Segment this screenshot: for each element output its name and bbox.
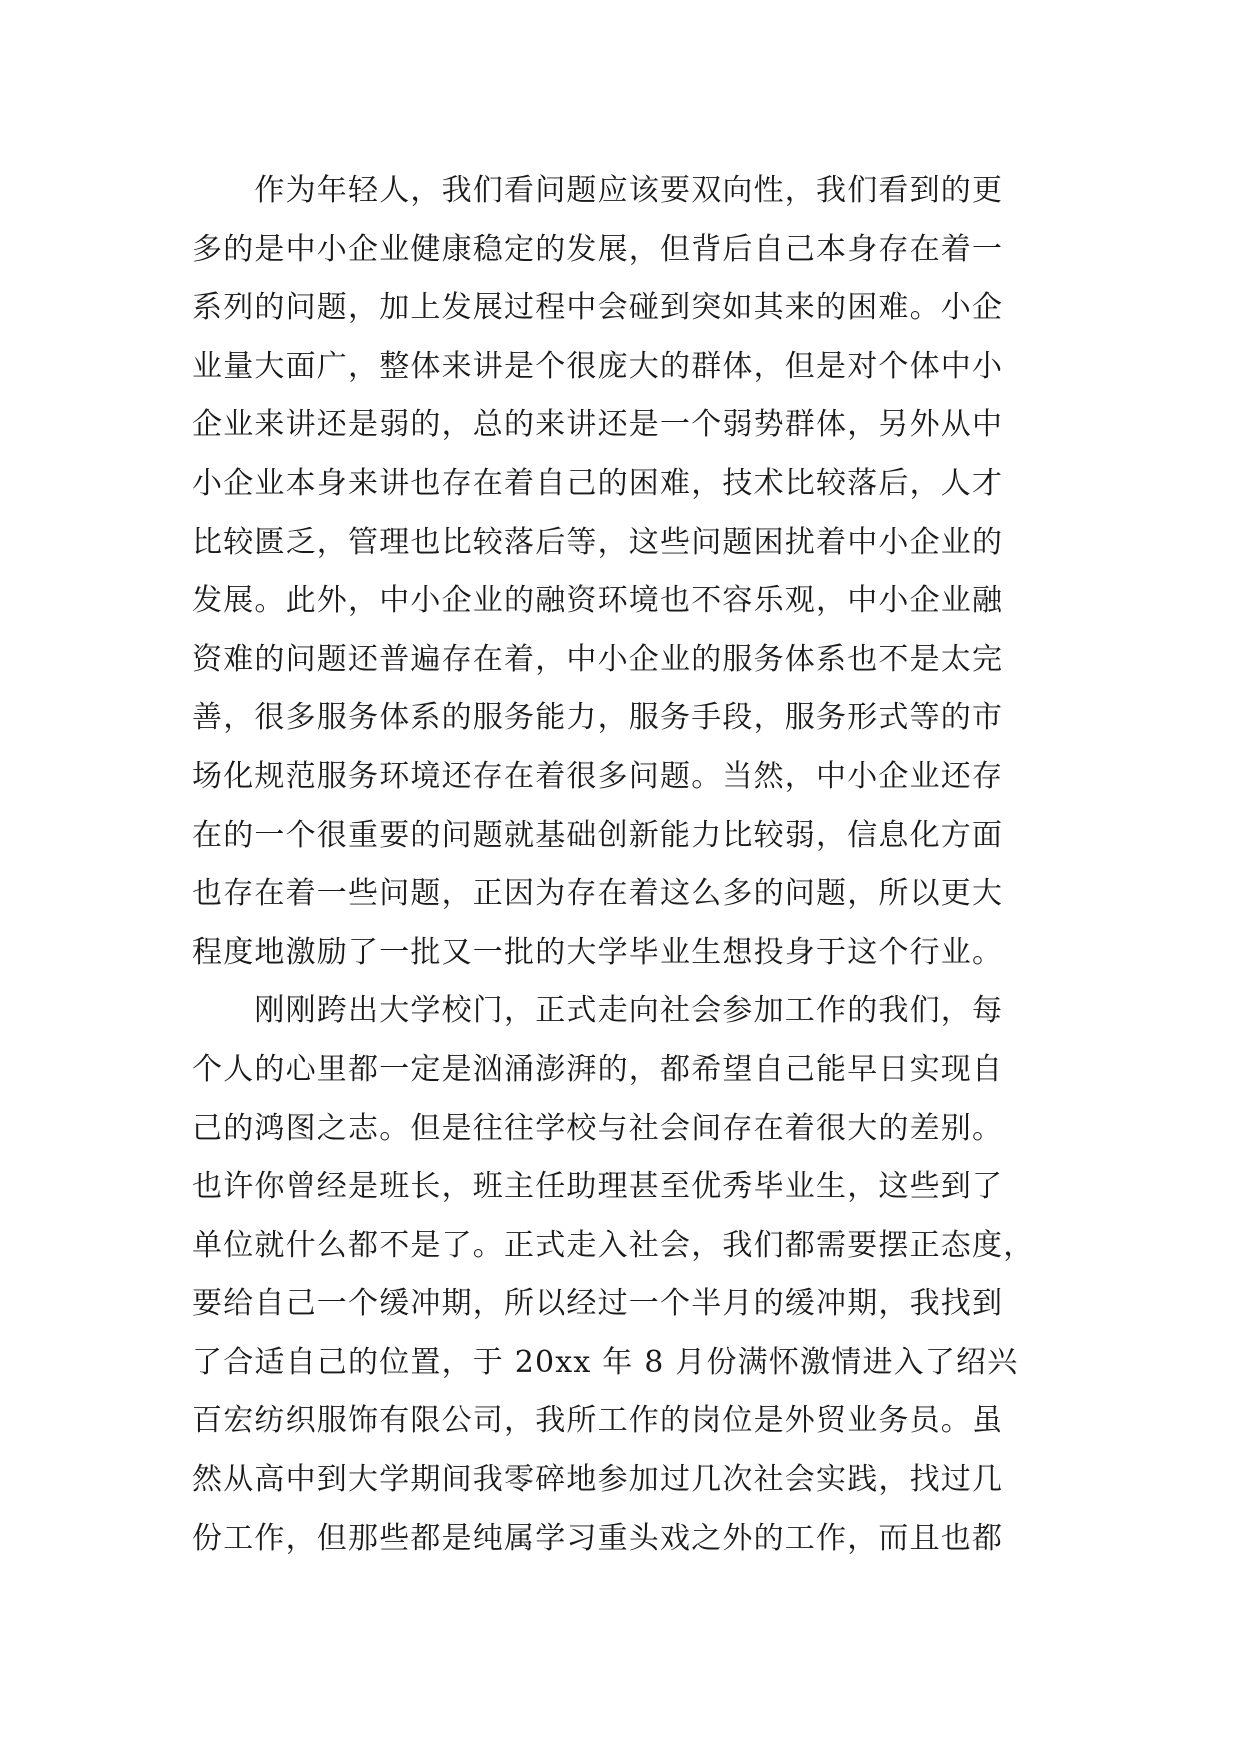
text-line: 程度地激励了一批又一批的大学毕业生想投身于这个行业。 xyxy=(192,934,1004,970)
text-line: 场化规范服务环境还存在着很多问题。当然，中小企业还存 xyxy=(192,758,1004,794)
text-line: 在的一个很重要的问题就基础创新能力比较弱，信息化方面 xyxy=(192,817,1004,853)
text-line: 业量大面广，整体来讲是个很庞大的群体，但是对个体中小 xyxy=(192,348,1004,384)
text-line: 份工作，但那些都是纯属学习重头戏之外的工作，而且也都 xyxy=(192,1520,1004,1556)
text-line: 善，很多服务体系的服务能力，服务手段，服务形式等的市 xyxy=(192,700,1004,736)
text-line: 多的是中小企业健康稳定的发展，但背后自己本身存在着一 xyxy=(192,231,1004,267)
text-line: 单位就什么都不是了。正式走入社会，我们都需要摆正态度， xyxy=(192,1227,1035,1263)
text-line: 百宏纺织服饰有限公司，我所工作的岗位是外贸业务员。虽 xyxy=(192,1403,1004,1439)
text-line: 要给自己一个缓冲期，所以经过一个半月的缓冲期，我找到 xyxy=(192,1286,1004,1322)
text-line: 小企业本身来讲也存在着自己的困难，技术比较落后，人才 xyxy=(192,465,1004,501)
text-line: 然从高中到大学期间我零碎地参加过几次社会实践，找过几 xyxy=(192,1462,1004,1498)
text-line: 己的鸿图之志。但是往往学校与社会间存在着很大的差别。 xyxy=(192,1110,1004,1146)
document-body xyxy=(192,162,1062,1568)
text-line: 作为年轻人，我们看问题应该要双向性，我们看到的更 xyxy=(192,173,1004,208)
text-line: 个人的心里都一定是汹涌澎湃的，都希望自己能早日实现自 xyxy=(192,1051,1004,1087)
text-line: 比较匮乏，管理也比较落后等，这些问题困扰着中小企业的 xyxy=(192,524,1004,560)
text-line: 也许你曾经是班长，班主任助理甚至优秀毕业生，这些到了 xyxy=(192,1169,1004,1205)
text-line: 资难的问题还普遍存在着，中小企业的服务体系也不是太完 xyxy=(192,641,1004,677)
text-line: 了合适自己的位置，于 20xx 年 8 月份满怀激情进入了绍兴 xyxy=(192,1344,1019,1380)
text-line: 发展。此外，中小企业的融资环境也不容乐观，中小企业融 xyxy=(192,583,1004,619)
text-line: 系列的问题，加上发展过程中会碰到突如其来的困难。小企 xyxy=(192,290,1004,326)
text-line: 企业来讲还是弱的，总的来讲还是一个弱势群体，另外从中 xyxy=(192,407,1004,443)
text-line: 也存在着一些问题，正因为存在着这么多的问题，所以更大 xyxy=(192,876,1004,912)
text-line: 刚刚跨出大学校门，正式走向社会参加工作的我们，每 xyxy=(192,993,1004,1029)
